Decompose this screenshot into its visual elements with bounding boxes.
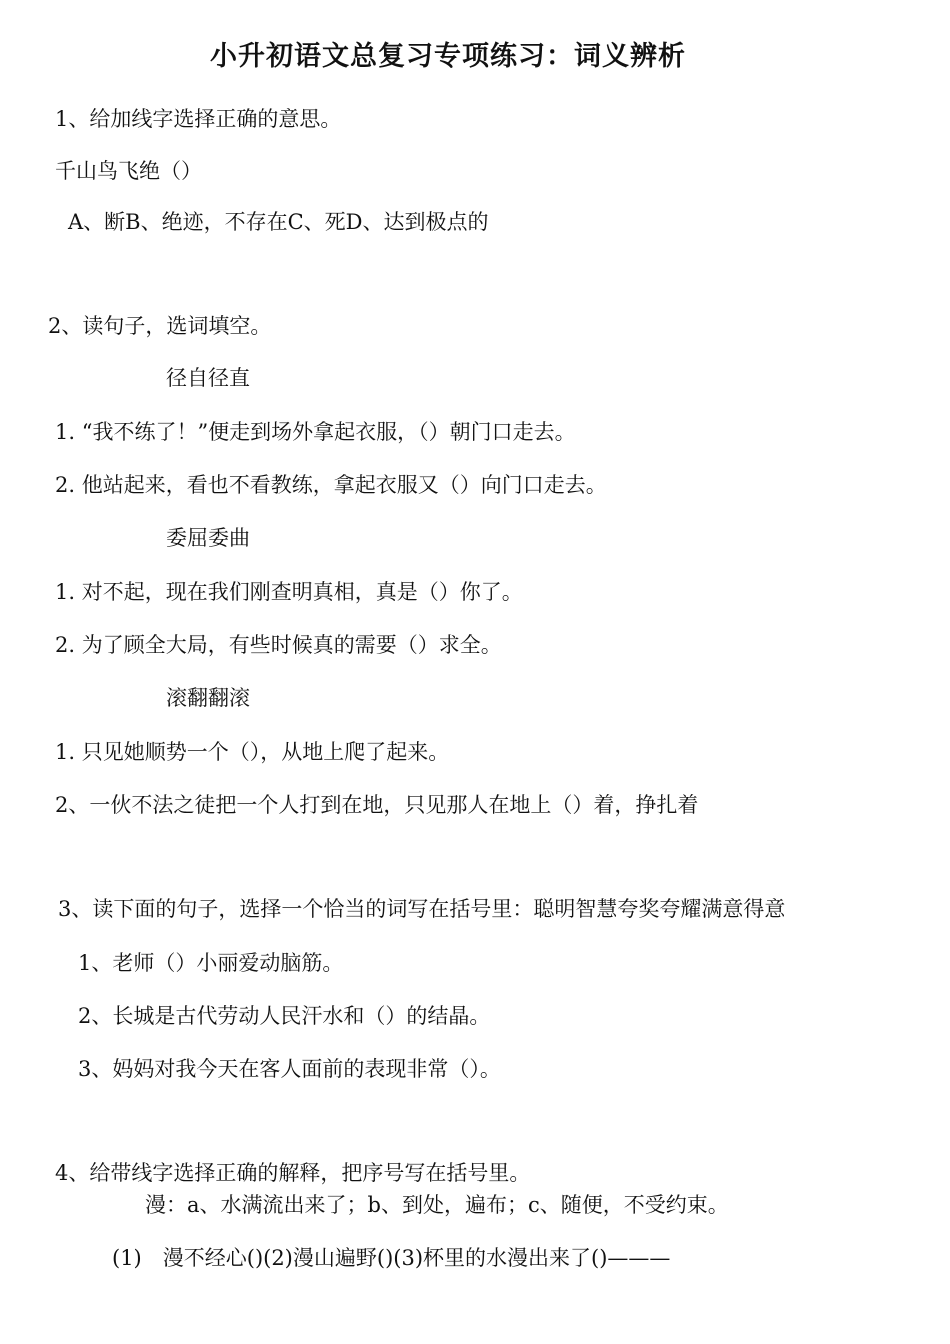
q2-prompt: 2、读句子，选词填空。 xyxy=(48,314,272,338)
q2-group1-item-2: 2. 他站起来，看也不看教练，拿起衣服又（）向门口走去。 xyxy=(55,473,607,497)
q1-prompt: 1、给加线字选择正确的意思。 xyxy=(55,107,342,131)
q1-phrase: 千山鸟飞绝（） xyxy=(55,159,202,183)
page-title: 小升初语文总复习专项练习：词义辨析 xyxy=(210,41,686,72)
q2-group1-item-1: 1. “我不练了！”便走到场外拿起衣服，（）朝门口走去。 xyxy=(55,420,576,444)
q4-prompt: 4、给带线字选择正确的解释，把序号写在括号里。 xyxy=(55,1161,531,1185)
q2-word-pair-3: 滚翻翻滚 xyxy=(166,686,250,710)
q2-group3-item-1: 1. 只见她顺势一个（），从地上爬了起来。 xyxy=(55,740,450,764)
q4-definition: 漫：a、水满流出来了；b、到处，遍布；c、随便，不受约束。 xyxy=(145,1193,729,1217)
q3-item-2: 2、长城是古代劳动人民汗水和（）的结晶。 xyxy=(78,1004,491,1028)
q3-item-3: 3、妈妈对我今天在客人面前的表现非常（）。 xyxy=(78,1057,501,1081)
q3-prompt: 3、读下面的句子，选择一个恰当的词写在括号里：聪明智慧夸奖夸耀满意得意 xyxy=(58,897,786,921)
q4-items: (1) 漫不经心()(2)漫山遍野()(3)杯里的水漫出来了()——— xyxy=(112,1246,671,1270)
q3-item-1: 1、老师（）小丽爱动脑筋。 xyxy=(78,951,344,975)
q2-word-pair-1: 径自径直 xyxy=(166,366,250,390)
q2-word-pair-2: 委屈委曲 xyxy=(166,526,250,550)
q2-group2-item-2: 2. 为了顾全大局，有些时候真的需要（）求全。 xyxy=(55,633,502,657)
q1-options: A、断B、绝迹，不存在C、死D、达到极点的 xyxy=(68,210,489,234)
q2-group3-item-2: 2、一伙不法之徒把一个人打到在地，只见那人在地上（）着，挣扎着 xyxy=(55,793,699,817)
q2-group2-item-1: 1. 对不起，现在我们刚查明真相，真是（）你了。 xyxy=(55,580,523,604)
